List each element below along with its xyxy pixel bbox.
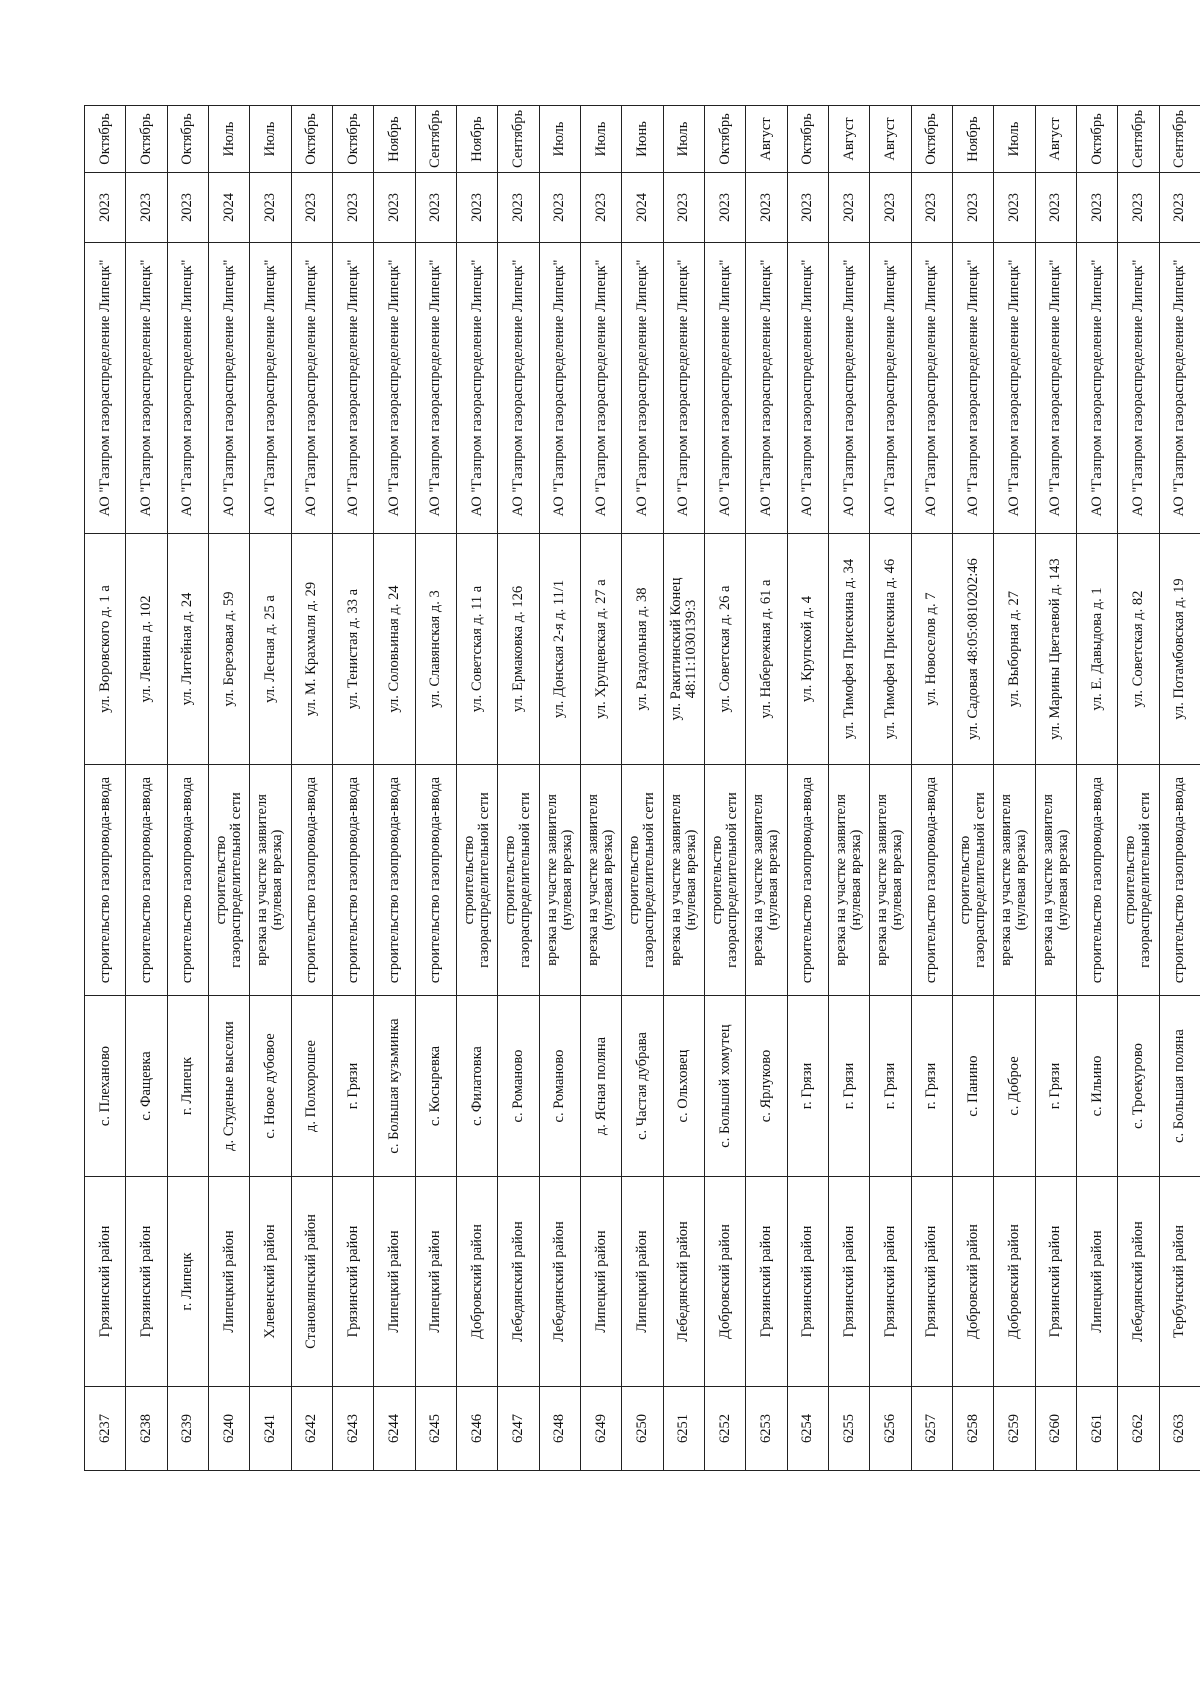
- organization-cell: АО "Газпром газораспределение Липецк": [332, 243, 373, 534]
- year-cell: 2023: [787, 173, 828, 243]
- work-type-cell: строительство газопровода-ввода: [167, 765, 208, 996]
- district-cell: Грязинский район: [911, 1177, 952, 1387]
- address-cell: ул. Советская д. 26 а: [704, 534, 745, 765]
- month-cell: Август: [1035, 106, 1076, 173]
- organization-cell: АО "Газпром газораспределение Липецк": [746, 243, 787, 534]
- table-row: [870, 106, 911, 1471]
- work-type-cell: врезка на участке заявителя (нулевая врезка): [994, 765, 1035, 996]
- year-cell: 2023: [332, 173, 373, 243]
- row-number-cell: 6241: [250, 1387, 291, 1471]
- row-number-cell: 6246: [456, 1387, 497, 1471]
- district-cell: Добровский район: [704, 1177, 745, 1387]
- table-row: [1118, 106, 1159, 1471]
- address-cell: ул. М. Крахмаля д. 29: [291, 534, 332, 765]
- locality-cell: г. Липецк: [167, 996, 208, 1177]
- organization-cell: АО "Газпром газораспределение Липецк": [911, 243, 952, 534]
- year-cell: 2024: [208, 173, 249, 243]
- locality-cell: с. Доброе: [994, 996, 1035, 1177]
- district-cell: Грязинский район: [787, 1177, 828, 1387]
- work-type-cell: строительство газораспределительной сети: [622, 765, 663, 996]
- organization-cell: АО "Газпром газораспределение Липецк": [952, 243, 993, 534]
- month-cell: Октябрь: [911, 106, 952, 173]
- row-number-cell: 6243: [332, 1387, 373, 1471]
- month-cell: Июль: [580, 106, 621, 173]
- table-row: [539, 106, 580, 1471]
- work-type-cell: строительство газораспределительной сети: [456, 765, 497, 996]
- table-row: [126, 106, 167, 1471]
- work-type-cell: врезка на участке заявителя (нулевая врезка): [663, 765, 704, 996]
- year-cell: 2023: [828, 173, 869, 243]
- address-cell: ул. Советская д. 82: [1118, 534, 1159, 765]
- address-cell: ул. Новоселов д. 7: [911, 534, 952, 765]
- year-cell: 2023: [167, 173, 208, 243]
- year-cell: 2023: [126, 173, 167, 243]
- month-cell: Ноябрь: [952, 106, 993, 173]
- table-row: [291, 106, 332, 1471]
- month-cell: Ноябрь: [374, 106, 415, 173]
- row-number-cell: 6256: [870, 1387, 911, 1471]
- table-row: [580, 106, 621, 1471]
- row-number-cell: 6259: [994, 1387, 1035, 1471]
- address-cell: ул. Е. Давыдова д. 1: [1076, 534, 1117, 765]
- organization-cell: АО "Газпром газораспределение Липецк": [828, 243, 869, 534]
- locality-cell: с. Романово: [498, 996, 539, 1177]
- row-number-cell: 6240: [208, 1387, 249, 1471]
- work-type-cell: врезка на участке заявителя (нулевая врезка): [539, 765, 580, 996]
- table-row: [498, 106, 539, 1471]
- locality-cell: с. Ольховец: [663, 996, 704, 1177]
- year-cell: 2023: [1118, 173, 1159, 243]
- table-row: [415, 106, 456, 1471]
- locality-cell: с. Филатовка: [456, 996, 497, 1177]
- year-cell: 2023: [85, 173, 126, 243]
- locality-cell: д. Полхорошее: [291, 996, 332, 1177]
- work-type-cell: врезка на участке заявителя (нулевая врезка): [870, 765, 911, 996]
- district-cell: Добровский район: [456, 1177, 497, 1387]
- work-type-cell: строительство газопровода-ввода: [291, 765, 332, 996]
- row-number-cell: 6261: [1076, 1387, 1117, 1471]
- row-number-cell: 6238: [126, 1387, 167, 1471]
- year-cell: 2023: [994, 173, 1035, 243]
- month-cell: Октябрь: [332, 106, 373, 173]
- organization-cell: АО "Газпром газораспределение Липецк": [994, 243, 1035, 534]
- organization-cell: АО "Газпром газораспределение Липецк": [539, 243, 580, 534]
- month-cell: Сентябрь: [1159, 106, 1200, 173]
- work-type-cell: строительство газораспределительной сети: [1118, 765, 1159, 996]
- row-number-cell: 6251: [663, 1387, 704, 1471]
- locality-cell: с. Большой хомутец: [704, 996, 745, 1177]
- organization-cell: АО "Газпром газораспределение Липецк": [1118, 243, 1159, 534]
- year-cell: 2023: [1159, 173, 1200, 243]
- work-type-cell: строительство газопровода-ввода: [1076, 765, 1117, 996]
- row-number-cell: 6260: [1035, 1387, 1076, 1471]
- work-type-cell: строительство газопровода-ввода: [332, 765, 373, 996]
- month-cell: Август: [870, 106, 911, 173]
- month-cell: Июль: [994, 106, 1035, 173]
- organization-cell: АО "Газпром газораспределение Липецк": [1076, 243, 1117, 534]
- district-cell: Грязинский район: [746, 1177, 787, 1387]
- year-cell: 2023: [250, 173, 291, 243]
- district-cell: г. Липецк: [167, 1177, 208, 1387]
- locality-cell: с. Большая кузьминка: [374, 996, 415, 1177]
- organization-cell: АО "Газпром газораспределение Липецк": [250, 243, 291, 534]
- district-cell: Становлянский район: [291, 1177, 332, 1387]
- table-row: [1035, 106, 1076, 1471]
- year-cell: 2023: [911, 173, 952, 243]
- month-cell: Июль: [663, 106, 704, 173]
- district-cell: Грязинский район: [85, 1177, 126, 1387]
- address-cell: ул. Тенистая д. 33 а: [332, 534, 373, 765]
- locality-cell: с. Романово: [539, 996, 580, 1177]
- address-cell: ул. Раздольная д. 38: [622, 534, 663, 765]
- district-cell: Добровский район: [994, 1177, 1035, 1387]
- month-cell: Август: [746, 106, 787, 173]
- month-cell: Август: [828, 106, 869, 173]
- address-cell: ул. Садовая 48:05:0810202:46: [952, 534, 993, 765]
- locality-cell: с. Большая поляна: [1159, 996, 1200, 1177]
- address-cell: ул. Крупской д. 4: [787, 534, 828, 765]
- organization-cell: АО "Газпром газораспределение Липецк": [787, 243, 828, 534]
- work-type-cell: строительство газопровода-ввода: [787, 765, 828, 996]
- address-cell: ул. Потамбовская д. 19: [1159, 534, 1200, 765]
- locality-cell: д. Студеные выселки: [208, 996, 249, 1177]
- address-cell: ул. Набережная д. 61 а: [746, 534, 787, 765]
- address-cell: ул. Славянская д. 3: [415, 534, 456, 765]
- address-cell: ул. Тимофея Присекина д. 34: [828, 534, 869, 765]
- organization-cell: АО "Газпром газораспределение Липецк": [126, 243, 167, 534]
- month-cell: Октябрь: [167, 106, 208, 173]
- district-cell: Лебедянский район: [663, 1177, 704, 1387]
- row-number-cell: 6257: [911, 1387, 952, 1471]
- month-cell: Июль: [250, 106, 291, 173]
- district-cell: Лебедянский район: [498, 1177, 539, 1387]
- address-cell: ул. Лесная д. 25 а: [250, 534, 291, 765]
- month-cell: Октябрь: [126, 106, 167, 173]
- month-cell: Июль: [208, 106, 249, 173]
- year-cell: 2023: [374, 173, 415, 243]
- work-type-cell: строительство газопровода-ввода: [1159, 765, 1200, 996]
- month-cell: Сентябрь: [415, 106, 456, 173]
- year-cell: 2023: [746, 173, 787, 243]
- work-type-cell: врезка на участке заявителя (нулевая врезка): [1035, 765, 1076, 996]
- month-cell: Октябрь: [85, 106, 126, 173]
- row-number-cell: 6242: [291, 1387, 332, 1471]
- locality-cell: с. Панино: [952, 996, 993, 1177]
- gasification-table: [84, 105, 1200, 1471]
- locality-cell: с. Частая дубрава: [622, 996, 663, 1177]
- locality-cell: г. Грязи: [870, 996, 911, 1177]
- table-wrapper: [84, 106, 1200, 1471]
- district-cell: Липецкий район: [208, 1177, 249, 1387]
- month-cell: Октябрь: [1076, 106, 1117, 173]
- year-cell: 2023: [580, 173, 621, 243]
- address-cell: ул. Воровского д. 1 а: [85, 534, 126, 765]
- district-cell: Тербунский район: [1159, 1177, 1200, 1387]
- table-row: [250, 106, 291, 1471]
- district-cell: Липецкий район: [580, 1177, 621, 1387]
- row-number-cell: 6245: [415, 1387, 456, 1471]
- year-cell: 2023: [291, 173, 332, 243]
- district-cell: Лебедянский район: [539, 1177, 580, 1387]
- organization-cell: АО "Газпром газораспределение Липецк": [208, 243, 249, 534]
- work-type-cell: строительство газопровода-ввода: [85, 765, 126, 996]
- work-type-cell: строительство газораспределительной сети: [498, 765, 539, 996]
- district-cell: Грязинский район: [332, 1177, 373, 1387]
- year-cell: 2023: [539, 173, 580, 243]
- district-cell: Липецкий район: [622, 1177, 663, 1387]
- row-number-cell: 6253: [746, 1387, 787, 1471]
- work-type-cell: врезка на участке заявителя (нулевая врезка): [746, 765, 787, 996]
- row-number-cell: 6250: [622, 1387, 663, 1471]
- table-row: [911, 106, 952, 1471]
- district-cell: Грязинский район: [1035, 1177, 1076, 1387]
- year-cell: 2023: [456, 173, 497, 243]
- organization-cell: АО "Газпром газораспределение Липецк": [415, 243, 456, 534]
- year-cell: 2023: [498, 173, 539, 243]
- row-number-cell: 6248: [539, 1387, 580, 1471]
- table-row: [828, 106, 869, 1471]
- locality-cell: г. Грязи: [911, 996, 952, 1177]
- month-cell: Сентябрь: [498, 106, 539, 173]
- row-number-cell: 6249: [580, 1387, 621, 1471]
- district-cell: Добровский район: [952, 1177, 993, 1387]
- locality-cell: г. Грязи: [787, 996, 828, 1177]
- month-cell: Июнь: [622, 106, 663, 173]
- organization-cell: АО "Газпром газораспределение Липецк": [167, 243, 208, 534]
- district-cell: Лебедянский район: [1118, 1177, 1159, 1387]
- month-cell: Сентябрь: [1118, 106, 1159, 173]
- work-type-cell: врезка на участке заявителя (нулевая врезка): [250, 765, 291, 996]
- address-cell: ул. Ермаковка д. 126: [498, 534, 539, 765]
- locality-cell: г. Грязи: [828, 996, 869, 1177]
- district-cell: Липецкий район: [374, 1177, 415, 1387]
- row-number-cell: 6252: [704, 1387, 745, 1471]
- work-type-cell: строительство газопровода-ввода: [415, 765, 456, 996]
- table-row: [952, 106, 993, 1471]
- address-cell: ул. Ленина д. 102: [126, 534, 167, 765]
- table-row: [994, 106, 1035, 1471]
- work-type-cell: строительство газораспределительной сети: [704, 765, 745, 996]
- table-row: [1076, 106, 1117, 1471]
- organization-cell: АО "Газпром газораспределение Липецк": [1035, 243, 1076, 534]
- row-number-cell: 6247: [498, 1387, 539, 1471]
- locality-cell: с. Косыревка: [415, 996, 456, 1177]
- work-type-cell: врезка на участке заявителя (нулевая врезка): [828, 765, 869, 996]
- row-number-cell: 6258: [952, 1387, 993, 1471]
- work-type-cell: строительство газопровода-ввода: [126, 765, 167, 996]
- district-cell: Липецкий район: [415, 1177, 456, 1387]
- table-row: [1159, 106, 1200, 1471]
- work-type-cell: строительство газораспределительной сети: [208, 765, 249, 996]
- address-cell: ул. Тимофея Присекина д. 46: [870, 534, 911, 765]
- organization-cell: АО "Газпром газораспределение Липецк": [704, 243, 745, 534]
- locality-cell: с. Троекурово: [1118, 996, 1159, 1177]
- district-cell: Грязинский район: [870, 1177, 911, 1387]
- locality-cell: с. Фащевка: [126, 996, 167, 1177]
- row-number-cell: 6237: [85, 1387, 126, 1471]
- year-cell: 2023: [704, 173, 745, 243]
- table-row: [456, 106, 497, 1471]
- organization-cell: АО "Газпром газораспределение Липецк": [498, 243, 539, 534]
- row-number-cell: 6254: [787, 1387, 828, 1471]
- locality-cell: д. Ясная поляна: [580, 996, 621, 1177]
- row-number-cell: 6262: [1118, 1387, 1159, 1471]
- address-cell: ул. Березовая д. 59: [208, 534, 249, 765]
- year-cell: 2023: [415, 173, 456, 243]
- work-type-cell: врезка на участке заявителя (нулевая врезка): [580, 765, 621, 996]
- address-cell: ул. Литейная д. 24: [167, 534, 208, 765]
- organization-cell: АО "Газпром газораспределение Липецк": [291, 243, 332, 534]
- year-cell: 2024: [622, 173, 663, 243]
- address-cell: ул. Марины Цветаевой д. 143: [1035, 534, 1076, 765]
- organization-cell: АО "Газпром газораспределение Липецк": [456, 243, 497, 534]
- address-cell: ул. Хрущевская д. 27 а: [580, 534, 621, 765]
- work-type-cell: строительство газопровода-ввода: [911, 765, 952, 996]
- rotated-table-area: [84, 106, 1200, 1471]
- organization-cell: АО "Газпром газораспределение Липецк": [622, 243, 663, 534]
- table-row: [704, 106, 745, 1471]
- address-cell: ул. Ракитинский Конец 48:11:1030139:3: [663, 534, 704, 765]
- row-number-cell: 6244: [374, 1387, 415, 1471]
- district-cell: Хлевенский район: [250, 1177, 291, 1387]
- address-cell: ул. Донская 2-я д. 11/1: [539, 534, 580, 765]
- locality-cell: г. Грязи: [1035, 996, 1076, 1177]
- organization-cell: АО "Газпром газораспределение Липецк": [580, 243, 621, 534]
- table-row: [167, 106, 208, 1471]
- organization-cell: АО "Газпром газораспределение Липецк": [374, 243, 415, 534]
- table-row: [622, 106, 663, 1471]
- table-row: [208, 106, 249, 1471]
- table-row: [85, 106, 126, 1471]
- locality-cell: с. Новое дубовое: [250, 996, 291, 1177]
- month-cell: Ноябрь: [456, 106, 497, 173]
- work-type-cell: строительство газопровода-ввода: [374, 765, 415, 996]
- address-cell: ул. Выборная д. 27: [994, 534, 1035, 765]
- row-number-cell: 6239: [167, 1387, 208, 1471]
- table-row: [332, 106, 373, 1471]
- address-cell: ул. Советская д. 11 а: [456, 534, 497, 765]
- organization-cell: АО "Газпром газораспределение Липецк": [870, 243, 911, 534]
- work-type-cell: строительство газораспределительной сети: [952, 765, 993, 996]
- organization-cell: АО "Газпром газораспределение Липецк": [1159, 243, 1200, 534]
- organization-cell: АО "Газпром газораспределение Липецк": [85, 243, 126, 534]
- month-cell: Июль: [539, 106, 580, 173]
- month-cell: Октябрь: [704, 106, 745, 173]
- row-number-cell: 6255: [828, 1387, 869, 1471]
- locality-cell: с. Ильино: [1076, 996, 1117, 1177]
- table-body: [85, 106, 1200, 1471]
- year-cell: 2023: [1076, 173, 1117, 243]
- month-cell: Октябрь: [291, 106, 332, 173]
- district-cell: Липецкий район: [1076, 1177, 1117, 1387]
- month-cell: Октябрь: [787, 106, 828, 173]
- year-cell: 2023: [952, 173, 993, 243]
- district-cell: Грязинский район: [828, 1177, 869, 1387]
- table-row: [787, 106, 828, 1471]
- locality-cell: с. Плеханово: [85, 996, 126, 1177]
- table-row: [374, 106, 415, 1471]
- organization-cell: АО "Газпром газораспределение Липецк": [663, 243, 704, 534]
- locality-cell: с. Ярлуково: [746, 996, 787, 1177]
- table-row: [663, 106, 704, 1471]
- district-cell: Грязинский район: [126, 1177, 167, 1387]
- row-number-cell: 6263: [1159, 1387, 1200, 1471]
- table-row: [746, 106, 787, 1471]
- year-cell: 2023: [870, 173, 911, 243]
- locality-cell: г. Грязи: [332, 996, 373, 1177]
- year-cell: 2023: [663, 173, 704, 243]
- address-cell: ул. Соловьиная д. 24: [374, 534, 415, 765]
- year-cell: 2023: [1035, 173, 1076, 243]
